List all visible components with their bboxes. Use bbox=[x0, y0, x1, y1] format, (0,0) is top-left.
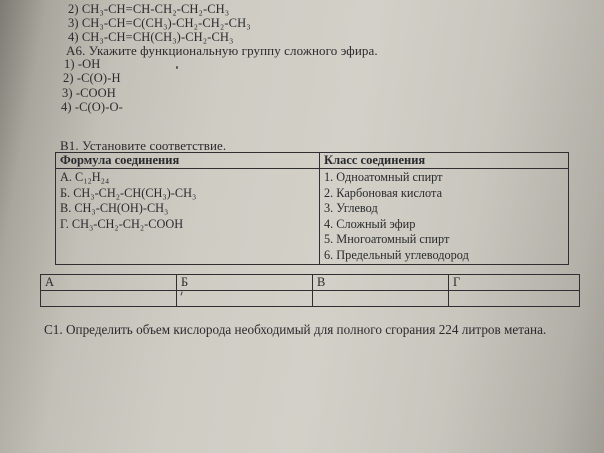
c1-task: С1. Определить объем кислорода необходимый для полного сгорания 224 литров метана. bbox=[44, 322, 547, 337]
a6-option: 4) -C(O)-O- bbox=[61, 100, 123, 114]
class-column-header: Класс соединения bbox=[320, 153, 569, 169]
formula-item: Б. CH₃-CH₂-CH(CH₃)-CH₃ bbox=[60, 185, 197, 200]
a6-option: 1) -OH bbox=[64, 57, 101, 71]
answer-cell-v[interactable] bbox=[313, 291, 449, 307]
answer-cell-g[interactable] bbox=[449, 291, 580, 307]
pen-mark bbox=[176, 66, 178, 69]
a6-option: 3) -COOH bbox=[62, 86, 116, 100]
formula-item: Г. CH₃-CH₂-CH₂-COOH bbox=[60, 216, 184, 231]
a6-option: 2) -C(O)-H bbox=[63, 71, 121, 85]
class-item: 1. Одноатомный спирт bbox=[324, 170, 443, 184]
a6-question: А6. Укажите функциональную группу сложного эфира. bbox=[66, 43, 378, 58]
class-item: 3. Углевод bbox=[324, 201, 378, 215]
formula-cell bbox=[56, 169, 320, 265]
answer-header-b: Б bbox=[177, 275, 313, 291]
matching-table bbox=[55, 152, 569, 265]
class-item: 2. Карбоновая кислота bbox=[324, 185, 443, 200]
answer-table bbox=[40, 274, 580, 307]
formula-item: В. CH₃-CH(OH)-CH₃ bbox=[60, 201, 169, 215]
answer-cell-a[interactable] bbox=[41, 291, 177, 307]
answer-header-a: А bbox=[41, 275, 177, 291]
answer-cell-b[interactable] bbox=[177, 291, 313, 307]
b1-title: В1. Установите соответствие. bbox=[60, 138, 227, 153]
answer-header-g: Г bbox=[449, 275, 580, 291]
option-line: 2) CH₃-CH=CH-CH₂-CH₂-CH₃ bbox=[68, 2, 230, 16]
class-cell bbox=[320, 169, 569, 265]
option-line: 4) CH₃-CH=CH(CH₃)-CH₂-CH₃ bbox=[68, 30, 234, 44]
option-line: 3) CH₃-CH=C(CH₃)-CH₂-CH₂-CH₃ bbox=[68, 16, 251, 30]
answer-header-v: В bbox=[313, 275, 449, 291]
class-item: 6. Предельный углеводород bbox=[324, 247, 469, 262]
class-item: 4. Сложный эфир bbox=[324, 216, 416, 231]
formula-column-header: Формула соединения bbox=[56, 153, 320, 169]
class-item: 5. Многоатомный спирт bbox=[324, 232, 450, 246]
formula-item: А. C₁₂H₂₄ bbox=[60, 170, 110, 184]
